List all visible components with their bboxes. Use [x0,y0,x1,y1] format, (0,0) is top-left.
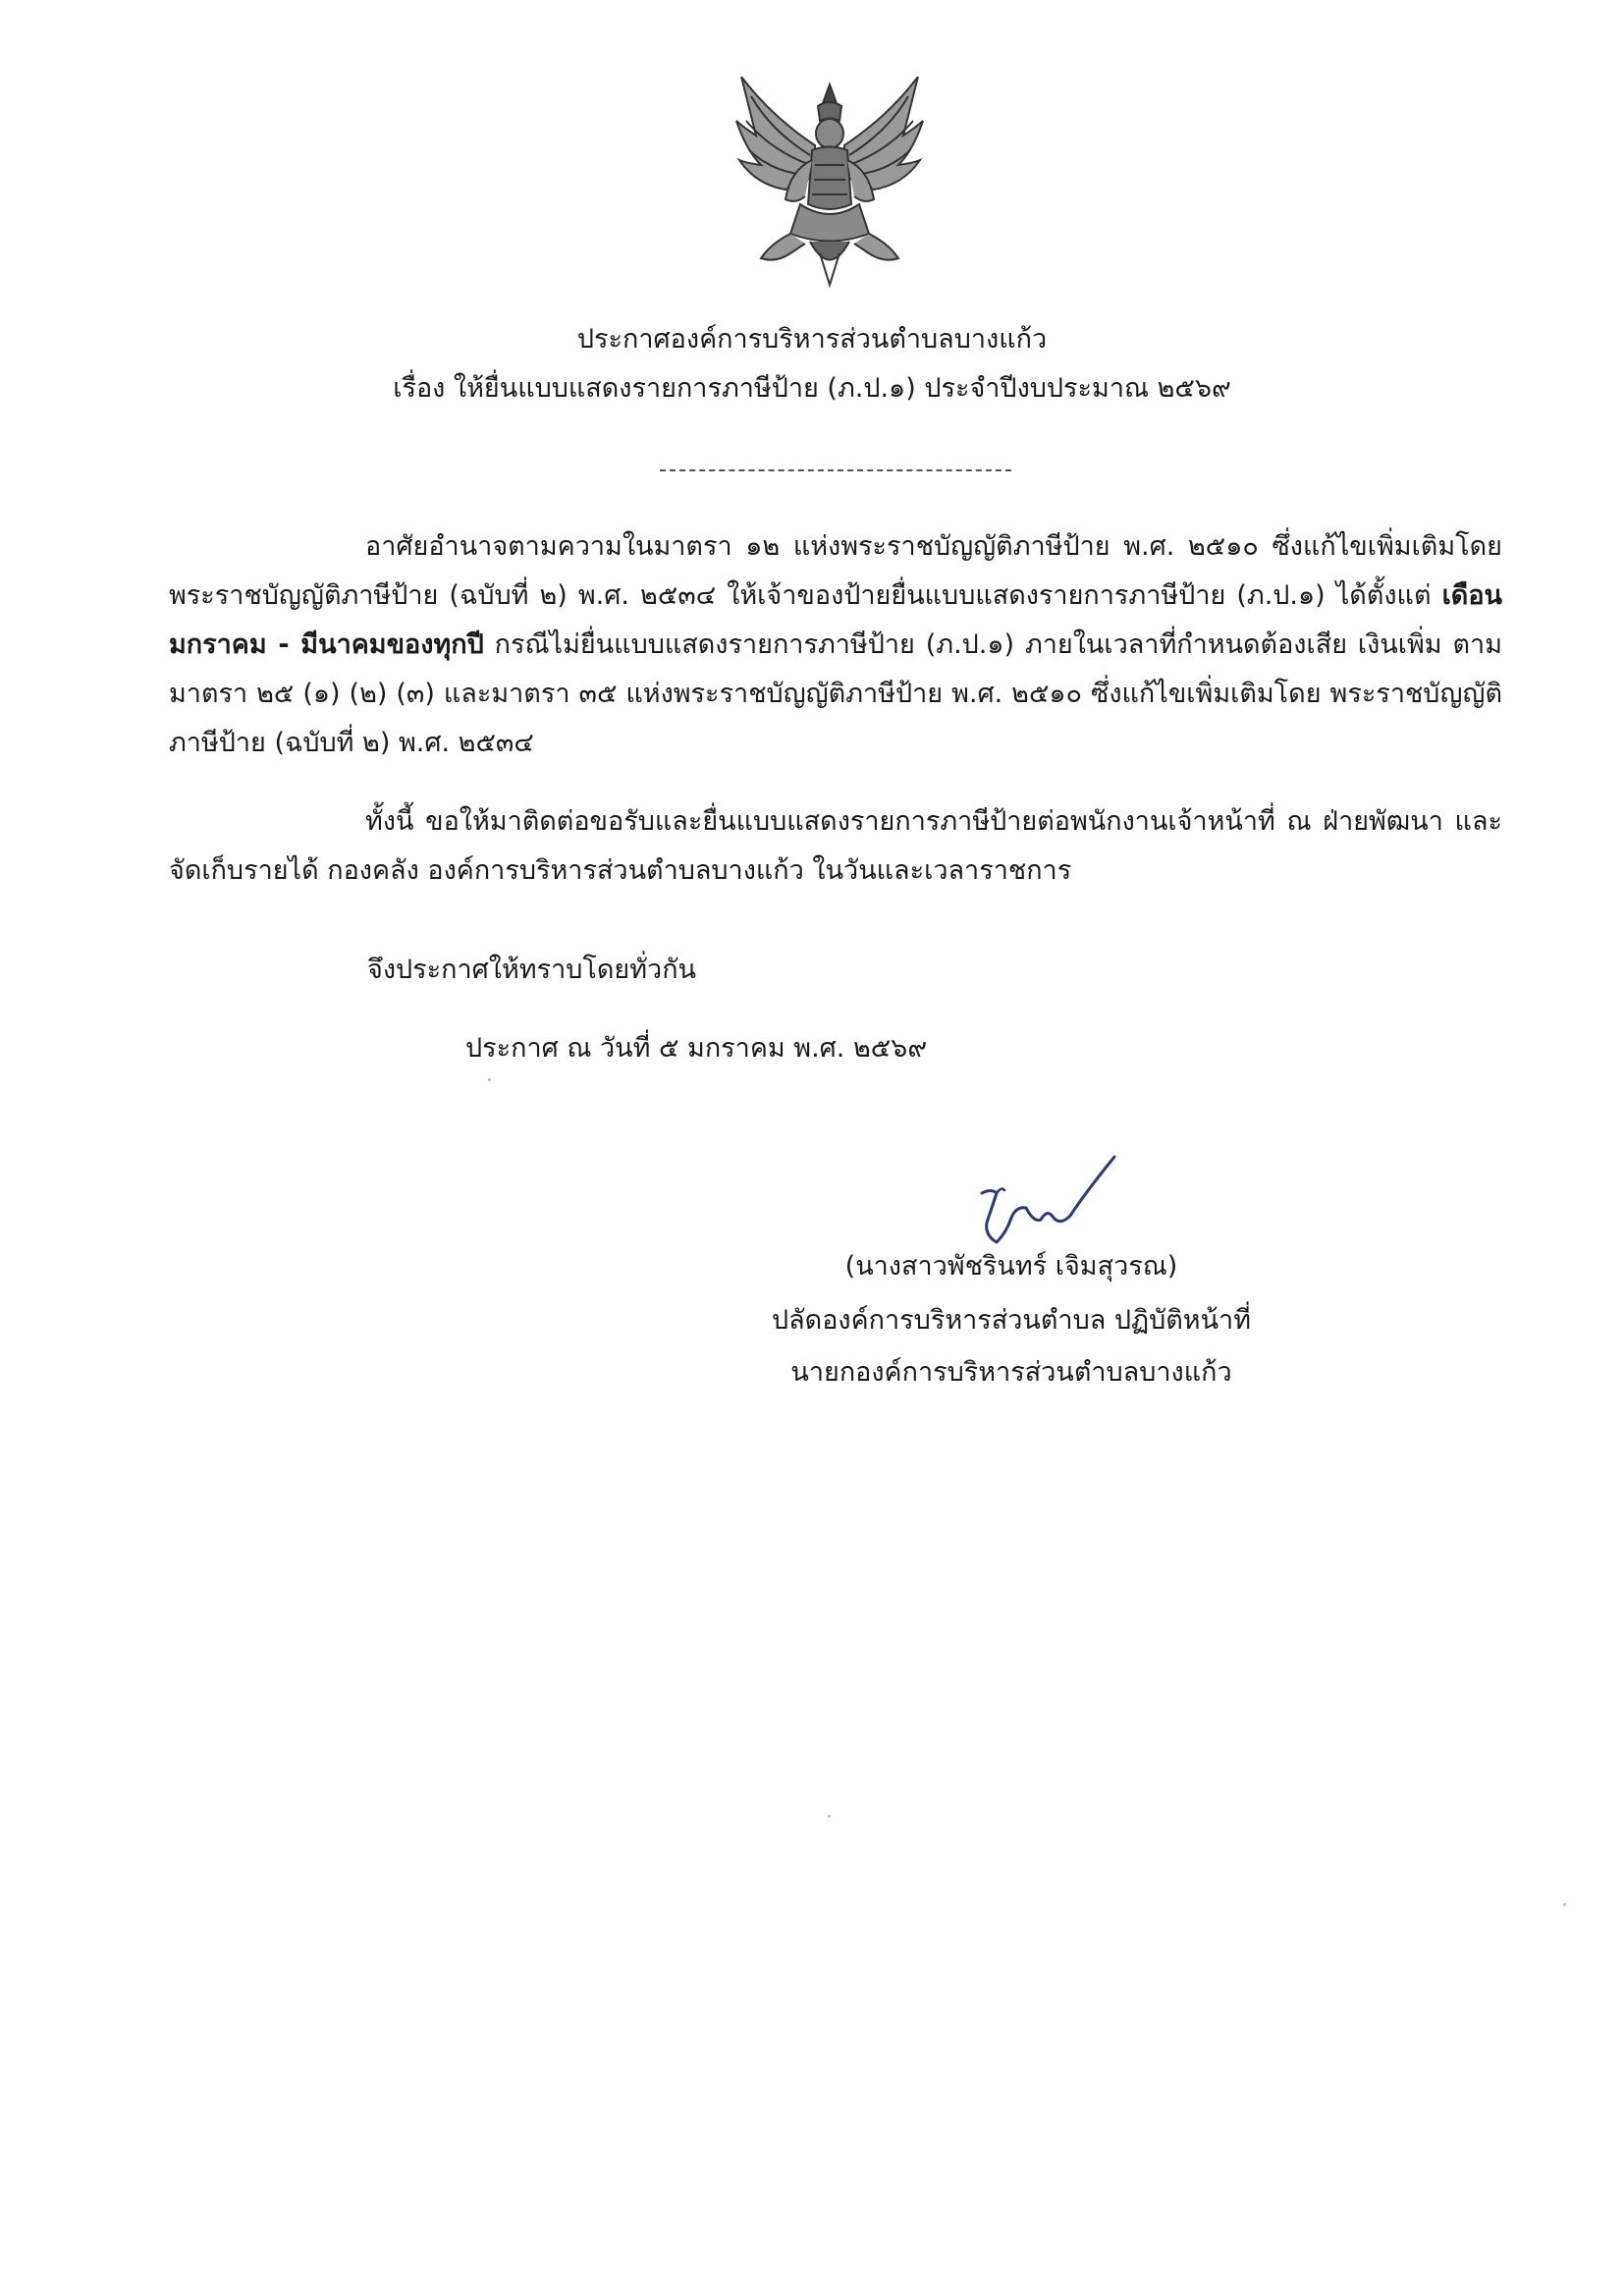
paragraph-1-text-a: อาศัยอำนาจตามความในมาตรา ๑๒ แห่งพระราชบัญญัติภาษีป้าย พ.ศ. ๒๕๑๐ ซึ่งแก้ไขเพิ่มเติมโดย พระราชบัญญัติภาษีป้าย (ฉบับที่ ๒) พ.ศ. ๒๕๓๔ ให้เจ้าของป้ายยื่นแบบแสดงรายการภาษีป้าย (ภ.ป.๑) ได้ตั้งแต่ [169,531,1502,611]
separator-line [660,469,1011,471]
announcement-subject: เรื่อง ให้ยื่นแบบแสดงรายการภาษีป้าย (ภ.ป.๑) ประจำปีงบประมาณ ๒๕๖๙ [393,373,1231,404]
paragraph-1-text-b: กรณีไม่ยื่นแบบแสดงรายการภาษีป้าย (ภ.ป.๑) ภายในเวลาที่กำหนดต้องเสีย เงินเพิ่ม ตามมาตรา ๒๕ (๑) (๒) (๓) และมาตรา ๓๕ แห่งพระราชบัญญัติภาษีป้าย พ.ศ. ๒๕๑๐ ซึ่งแก้ไขเพิ่มเติมโดย พระราชบัญญัติภาษีป้าย (ฉบับที่ ๒) พ.ศ. ๒๕๓๔ [169,629,1503,758]
body-paragraph-2 [169,797,1502,896]
paragraph-1-bold-period: เดือนมกราคม - มีนาคมของทุกปี [169,580,1502,660]
announcement-title: ประกาศองค์การบริหารส่วนตำบลบางแก้ว [576,324,1048,355]
paragraph-2-text: ทั้งนี้ ขอให้มาติดต่อขอรับและยื่นแบบแสดงรายการภาษีป้ายต่อพนักงานเจ้าหน้าที่ ณ ฝ่ายพัฒนา และจัดเก็บรายได้ กองคลัง องค์การบริหารส่วนตำบลบางแก้ว ในวันและเวลาราชการ [169,806,1502,886]
body-paragraph-1 [169,522,1502,768]
signature-icon [957,1149,1129,1252]
closing-announcement: จึงประกาศให้ทราบโดยทั่วกัน [367,955,696,985]
scan-speck [488,1078,491,1081]
garuda-emblem-icon [731,77,928,288]
signatory-position-2: นายกองค์การบริหารส่วนตำบลบางแก้ว [790,1357,1232,1388]
scan-speck [828,1815,831,1818]
signatory-position-1: ปลัดองค์การบริหารส่วนตำบล ปฏิบัติหน้าที่ [771,1305,1251,1336]
signatory-name: (นางสาวพัชรินทร์ เจิมสุวรณ) [844,1251,1178,1282]
announcement-date: ประกาศ ณ วันที่ ๕ มกราคม พ.ศ. ๒๕๖๙ [465,1033,928,1064]
scan-speck [1563,1903,1566,1906]
